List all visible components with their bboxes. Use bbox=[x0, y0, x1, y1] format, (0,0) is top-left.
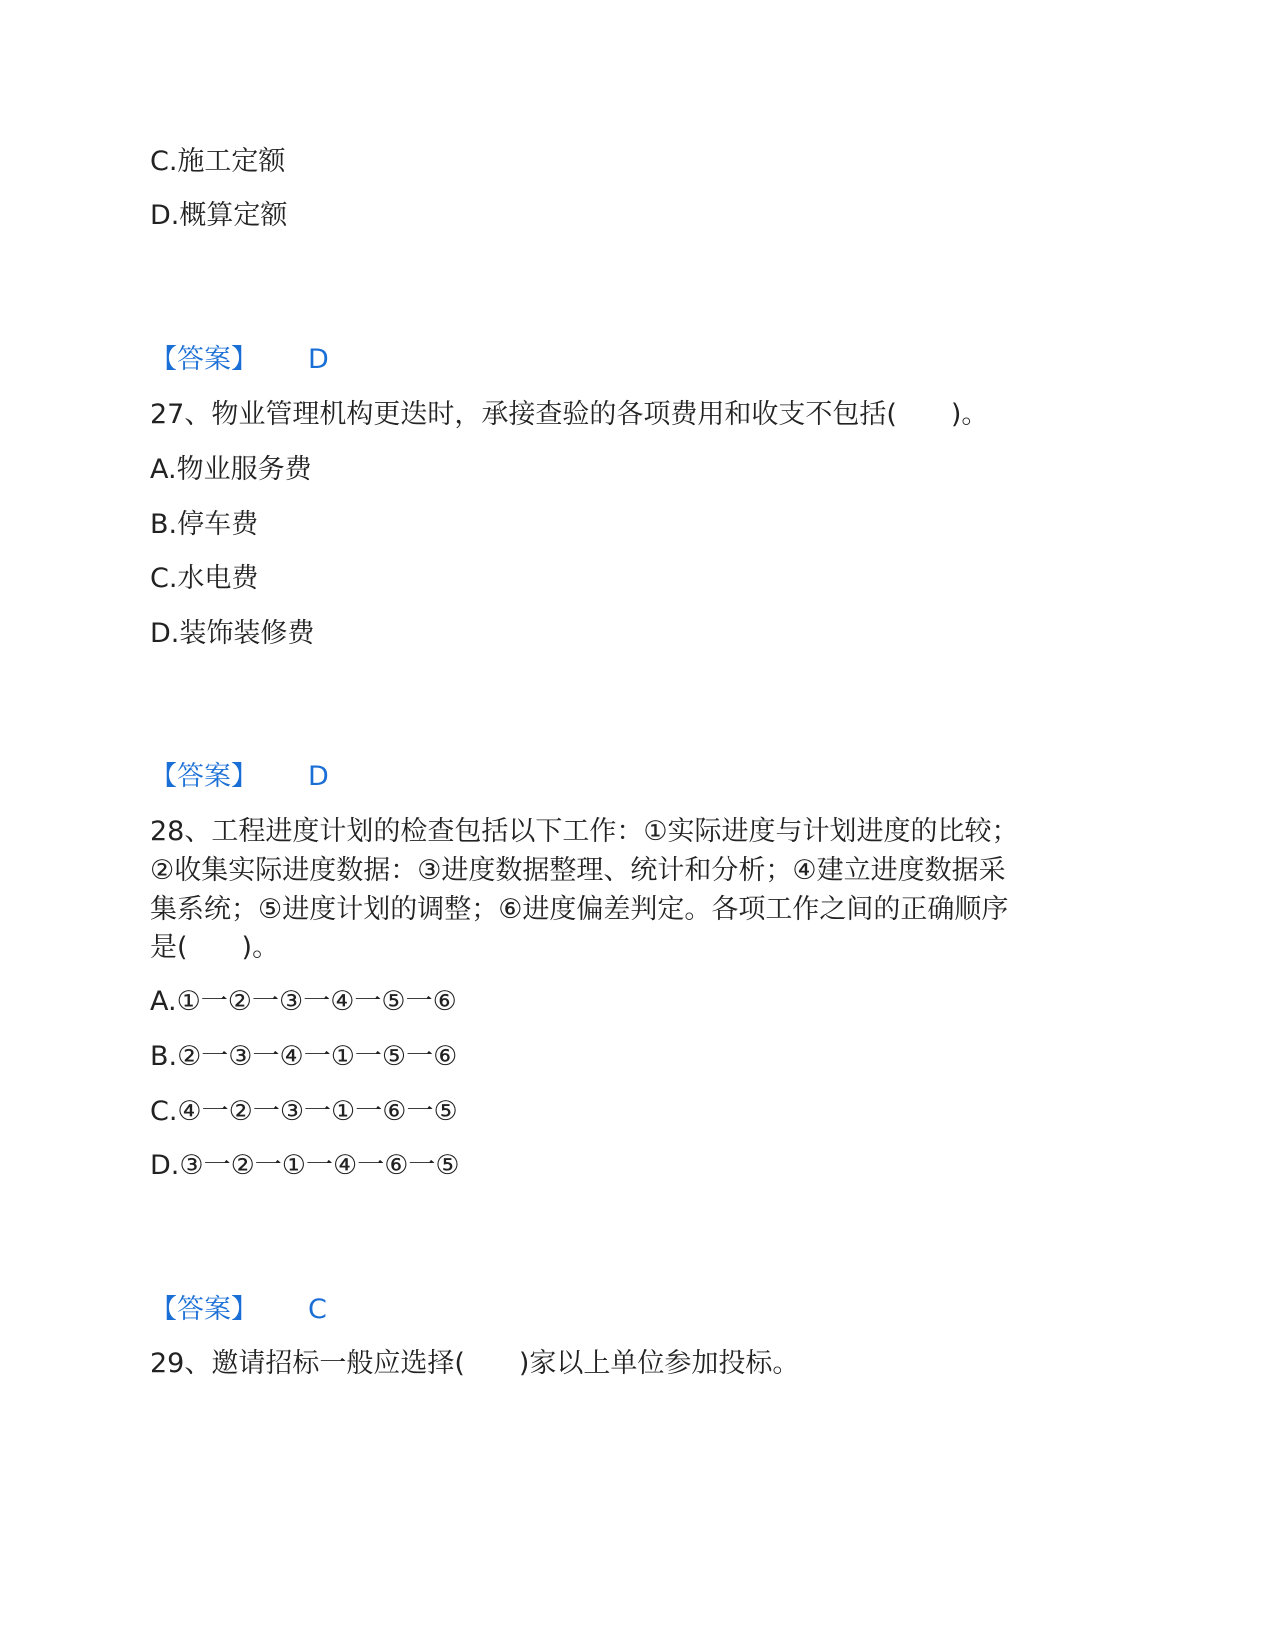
q27-question: 27、物业管理机构更迭时，承接查验的各项费用和收支不包括( )。 bbox=[150, 399, 989, 430]
answer-label: 【答案】 bbox=[150, 761, 258, 792]
q27-option-a: A.物业服务费 bbox=[150, 454, 312, 485]
q27-option-d: D.装饰装修费 bbox=[150, 618, 315, 649]
q28-option-a: A.①一②一③一④一⑤一⑥ bbox=[150, 986, 457, 1017]
answer-label: 【答案】 bbox=[150, 344, 258, 375]
q28-question-line-1: 28、工程进度计划的检查包括以下工作：①实际进度与计划进度的比较； bbox=[150, 816, 1019, 847]
q28-option-b: B.②一③一④一①一⑤一⑥ bbox=[150, 1041, 458, 1072]
answer-block-3 bbox=[150, 1290, 327, 1330]
q28-question-line-4: 是( )。 bbox=[150, 932, 280, 963]
answer-value: C bbox=[308, 1294, 327, 1325]
q27-option-b: B.停车费 bbox=[150, 509, 259, 540]
q28-question-line-3: 集系统；⑤进度计划的调整；⑥进度偏差判定。各项工作之间的正确顺序 bbox=[150, 894, 1009, 925]
answer-block-1 bbox=[150, 340, 329, 380]
answer-value: D bbox=[308, 344, 329, 375]
q26-option-d: D.概算定额 bbox=[150, 200, 288, 231]
q29-question: 29、邀请招标一般应选择( )家以上单位参加投标。 bbox=[150, 1348, 800, 1379]
answer-block-2 bbox=[150, 757, 329, 797]
q28-option-c: C.④一②一③一①一⑥一⑤ bbox=[150, 1096, 458, 1127]
q26-option-c: C.施工定额 bbox=[150, 146, 286, 177]
answer-label: 【答案】 bbox=[150, 1294, 258, 1325]
q28-question-line-2: ②收集实际进度数据：③进度数据整理、统计和分析；④建立进度数据采 bbox=[150, 855, 1006, 886]
answer-value: D bbox=[308, 761, 329, 792]
q27-option-c: C.水电费 bbox=[150, 563, 259, 594]
q28-option-d: D.③一②一①一④一⑥一⑤ bbox=[150, 1150, 460, 1181]
